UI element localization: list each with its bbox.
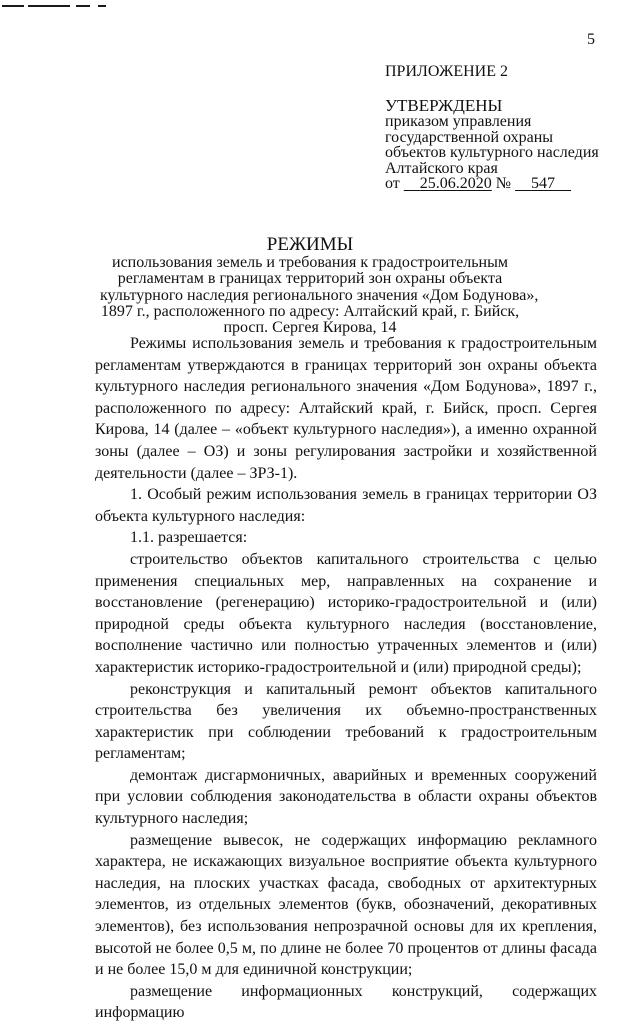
paragraph: размещение вывесок, не содержащих информацию рекламного характера, не искажающих визуальное восприятие объекта культурного наследия, на плоских участках фасада, свободных от архитектурных элементов, из отдельных элементов (букв, обозначений, декоративных элементов), без использования непрозрачной основы для их крепления, высотой не более 0,5 м, по длине не более 70 процентов от длины фасада и не более 15,0 м для единичной конструкции; [95, 831, 597, 979]
subtitle-line: использования земель и требования к градостроительным [112, 254, 508, 271]
date-prefix: от [385, 175, 400, 192]
paragraph: размещение информационных конструкций, содержащих информацию [95, 982, 597, 1022]
paragraph: реконструкция и капитальный ремонт объектов капитального строительства без увеличения их объемно-пространственных характеристик при соблюдении требований к градостроительным регламентам; [95, 680, 597, 763]
approval-line: приказом управления [385, 113, 532, 130]
subtitle-line: просп. Сергея Кирова, 14 [223, 319, 397, 337]
subtitle-line: 1897 г., расположенного по адресу: Алтайский край, г. Бийск, [100, 302, 520, 320]
number-sign: № [495, 175, 512, 192]
document-title: РЕЖИМЫ [266, 234, 354, 255]
subtitle-line: культурного наследия регионального значения «Дом Бодунова», [100, 286, 539, 304]
order-date: 25.06.2020 [419, 175, 492, 192]
paragraph: демонтаж дисгармоничных, аварийных и временных сооружений при условии соблюдения законодательства в области охраны объектов культурного наследия; [95, 766, 597, 828]
paragraph: 1. Особый режим использования земель в границах территории ОЗ объекта культурного наследия: [95, 486, 597, 525]
approval-line: государственной охраны [385, 128, 554, 146]
page-number: 5 [587, 31, 595, 48]
approval-block [385, 64, 625, 192]
approval-line: Алтайского края [385, 159, 498, 177]
title-block [100, 234, 539, 337]
paragraph: Режимы использования земель и требования к градостроительным регламентам утверждаются в границах территорий зон охраны объекта культурного наследия регионального значения «Дом Бодунова», 1897 г., расположенного по адресу: Алтайский край, г. Бийск, просп. Сергея Кирова, 14 (далее – «объект культурного наследия»), а именно охранной зоны (далее – ОЗ) и зоны регулирования застройки и хозяйственной деятельности (далее – ЗРЗ-1). [95, 335, 597, 482]
appendix-label: ПРИЛОЖЕНИЕ 2 [385, 63, 509, 80]
paragraph: строительство объектов капитального строительства с целью применения специальных мер, направленных на сохранение и восстановление (регенерацию) историко-градостроительной и (или) природной среды объекта культурного наследия (восстановление, восполнение частично или полностью утраченных элементов и (или) характеристик историко-градостроительной и (или) природной среды); [95, 550, 597, 676]
paragraph: 1.1. разрешается: [130, 529, 248, 547]
approved-label: УТВЕРЖДЕНЫ [385, 95, 503, 115]
order-date-line [385, 176, 625, 192]
document-body [95, 333, 597, 1024]
order-number: 547 [531, 175, 556, 192]
subtitle-line: регламентам в границах территорий зон охраны объекта [117, 270, 503, 288]
approval-line: объектов культурного наследия [385, 144, 599, 161]
